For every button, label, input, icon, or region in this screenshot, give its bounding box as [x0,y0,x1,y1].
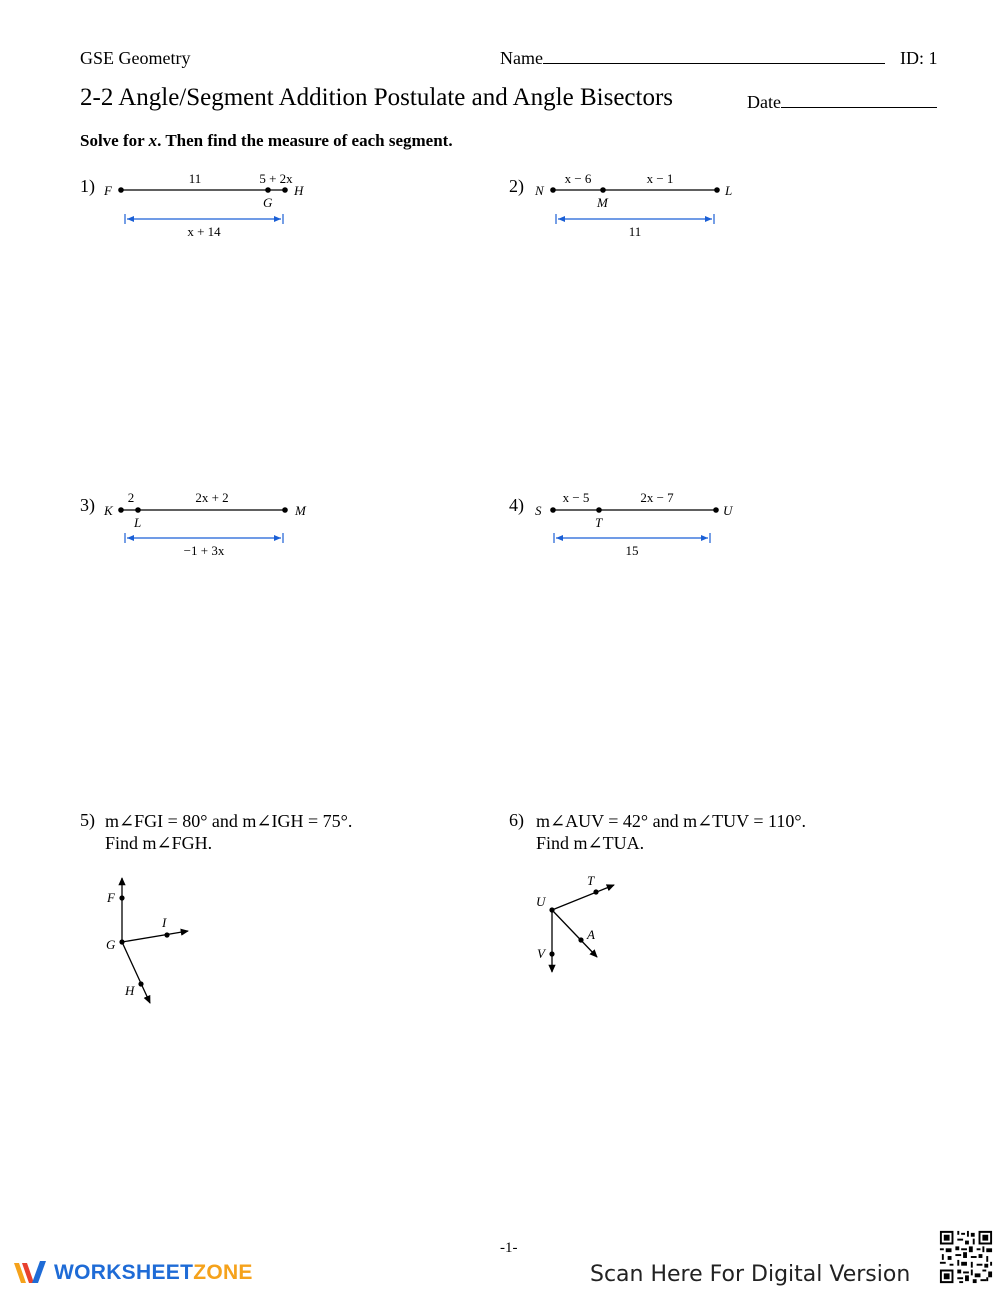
label-l3: L [134,515,142,530]
vertex-u [549,907,554,912]
course-name: GSE Geometry [80,48,191,68]
label-m: M [597,195,608,210]
label-t: T [595,515,603,530]
problem-3-number: 3) [80,495,95,515]
seg-ml-length: x − 1 [646,171,674,186]
point-i5 [164,932,169,937]
brand-logo[interactable] [12,1259,253,1287]
label-f: F [104,183,112,198]
point-h [282,187,288,193]
seg-fg-length: 11 [188,171,202,186]
label-g5: G [106,937,116,952]
label-v6: V [537,946,545,961]
seg-nm-length: x − 6 [564,171,592,186]
label-h: H [294,183,304,198]
seg-kl-length: 2 [127,490,135,505]
measure-km [125,533,283,543]
problem-4-diagram [535,490,734,558]
measure-nl [556,214,714,224]
problem-5-diagram [106,878,188,1003]
point-f5 [119,895,124,900]
worksheet-id: ID: 1 [900,48,938,68]
measure-su [554,533,710,543]
problem-5-given: m∠FGI = 80° and m∠IGH = 75°. [105,811,353,831]
problem-1-number: 1) [80,176,95,196]
problem-6-given: m∠AUV = 42° and m∠TUV = 110°. [536,811,807,831]
label-u6: U [536,894,546,909]
brand-name: WORKSHEETZONE [54,1261,253,1284]
point-l3 [135,507,141,513]
point-t6 [593,889,598,894]
qr-code-icon[interactable] [938,1229,994,1285]
label-h5: H [125,983,135,998]
ray-ut [552,885,614,910]
point-m3 [282,507,288,513]
scan-text: Scan Here For Digital Version [590,1262,911,1287]
point-f [118,187,124,193]
label-t6: T [587,873,595,888]
problem-1-diagram [103,171,304,239]
worksheet-zone-logo-icon [12,1259,48,1287]
problem-4-number: 4) [509,495,524,515]
page-title: 2-2 Angle/Segment Addition Postulate and Angle Bisectors [80,84,674,111]
point-u [713,507,719,513]
label-m3: M [295,503,306,518]
point-v6 [549,951,554,956]
problem-6-number: 6) [509,810,524,830]
seg-km-length: −1 + 3x [183,543,225,558]
label-l: L [725,183,733,198]
seg-tu-length: 2x − 7 [640,490,674,505]
label-i5: I [162,915,167,930]
problem-6-diagram [536,873,614,972]
seg-nl-length: 11 [628,224,642,239]
label-s: S [535,503,542,518]
point-h5 [138,981,143,986]
label-u: U [723,503,733,518]
problem-6-question: Find m∠TUA. [536,833,645,853]
point-g [265,187,271,193]
point-s [550,507,556,513]
seg-fh-length: x + 14 [187,224,221,239]
point-t [596,507,602,513]
seg-st-length: x − 5 [562,490,590,505]
page-number: -1- [500,1240,518,1256]
point-k [118,507,124,513]
point-n [550,187,556,193]
point-l [714,187,720,193]
label-a6: A [587,927,595,942]
problem-5-number: 5) [80,810,95,830]
problem-2-number: 2) [509,176,524,196]
problem-3-diagram [103,490,307,558]
point-m [600,187,606,193]
instructions: Solve for x. Then find the measure of each segment. [80,131,453,150]
seg-gh-length: 5 + 2x [259,171,293,186]
vertex-g [119,939,124,944]
seg-lm-length: 2x + 2 [195,490,229,505]
problem-6-text [536,810,806,854]
point-a6 [578,937,583,942]
name-label: Name [500,48,543,68]
measure-fh [125,214,283,224]
problem-5-text [105,810,352,854]
seg-su-length: 15 [625,543,639,558]
problem-5-question: Find m∠FGH. [105,833,213,853]
ray-gi [122,931,188,942]
label-f5: F [107,890,115,905]
label-g: G [263,195,273,210]
problem-2-diagram [534,171,732,239]
date-label: Date [747,92,781,112]
label-k: K [104,503,113,518]
label-n: N [535,183,544,198]
